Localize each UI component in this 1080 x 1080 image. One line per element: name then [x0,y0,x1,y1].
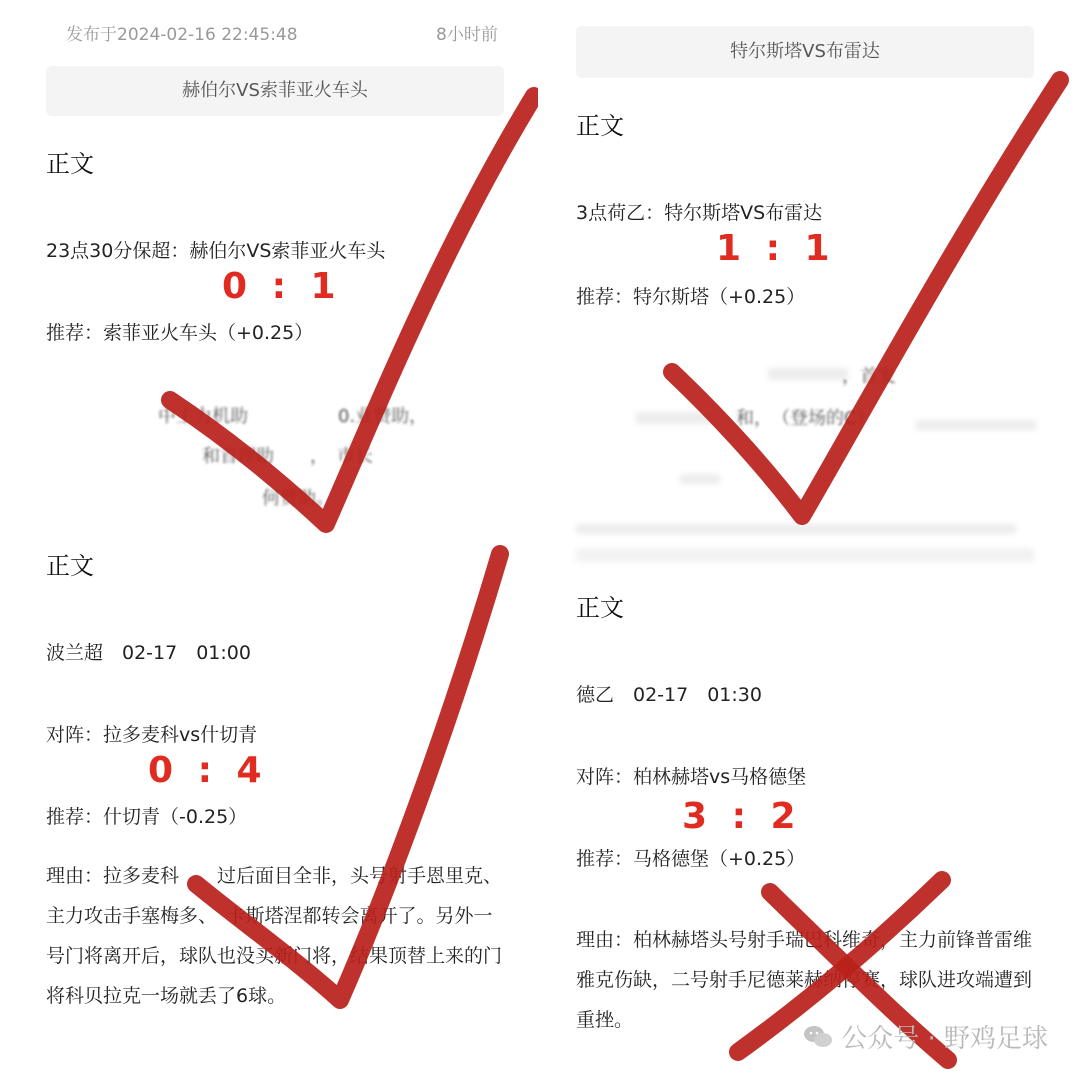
blurred-text-1: ，首发 [842,366,896,387]
watermark-text: 公众号 · 野鸡足球 [841,1024,1048,1054]
panel-divider [538,0,542,1080]
section-heading: 正文 [576,112,624,140]
recommendation: 推荐：索菲亚火车头（+0.25） [46,322,314,344]
panel-top-left [0,0,540,540]
top-bar-fragment [576,548,1034,562]
redaction-smudge [916,420,1036,430]
watermark [803,1018,1048,1055]
blurred-text-1: 中主力机助 0.业赞助， [158,406,428,427]
recommendation: 推荐：什切青（-0.25） [46,806,248,828]
wechat-icon [803,1024,833,1050]
redaction-smudge [768,368,848,380]
match-line: 对阵：柏林赫塔vs马格德堡 [576,766,807,788]
final-score: 0 : 4 [148,750,268,791]
redaction-smudge [680,474,720,484]
match-line: 3点荷乙：特尔斯塔VS布雷达 [576,202,823,224]
recommendation: 推荐：马格德堡（+0.25） [576,848,806,870]
blurred-text-2: 和首理助 ， 市长 [202,446,373,467]
section-heading: 正文 [46,552,94,580]
reason-paragraph: 理由：柏林赫塔头号射手瑞巴科维奇，主力前锋普雷维雅克伤缺，二号射手尼德莱赫纳停赛，球队进攻端遭到重挫。 [576,929,1033,1031]
match-line: 23点30分保超：赫伯尔VS索菲亚火车头 [46,240,386,262]
time-ago: 8小时前 [436,25,498,45]
redaction-smudge [636,412,716,424]
match-title-bar[interactable]: 赫伯尔VS索菲亚火车头 [46,66,504,116]
final-score: 1 : 1 [716,228,836,269]
final-score: 3 : 2 [682,796,802,837]
match-title-bar[interactable]: 特尔斯塔VS布雷达 [576,26,1034,78]
section-heading: 正文 [576,594,624,622]
panel-top-right [540,0,1080,540]
recommendation: 推荐：特尔斯塔（+0.25） [576,286,806,308]
section-heading: 正文 [46,150,94,178]
league-line: 波兰超 02-17 01:00 [46,642,251,664]
check-mark-icon [540,0,1080,540]
match-line: 对阵：拉多麦科vs什切青 [46,724,258,746]
reason-paragraph: 理由：拉多麦科 过后面目全非，头号射手恩里克、主力攻击手塞梅多、 卡斯塔涅都转会离开了。另外一号门将离开后，球队也没买新门将，结果顶替上来的门将科贝拉克一场就丢了6球。 [46,865,503,1007]
blurred-text-3: 何赞助。 [262,488,334,509]
panel-bottom-left [0,540,540,1080]
panel-bottom-right [540,540,1080,1080]
final-score: 0 : 1 [222,266,342,307]
blurred-text-2: 和， （登场的C） [736,408,875,429]
redaction-smudge [576,524,1016,534]
publish-time: 发布于2024-02-16 22:45:48 [66,25,298,45]
league-line: 德乙 02-17 01:30 [576,684,762,706]
